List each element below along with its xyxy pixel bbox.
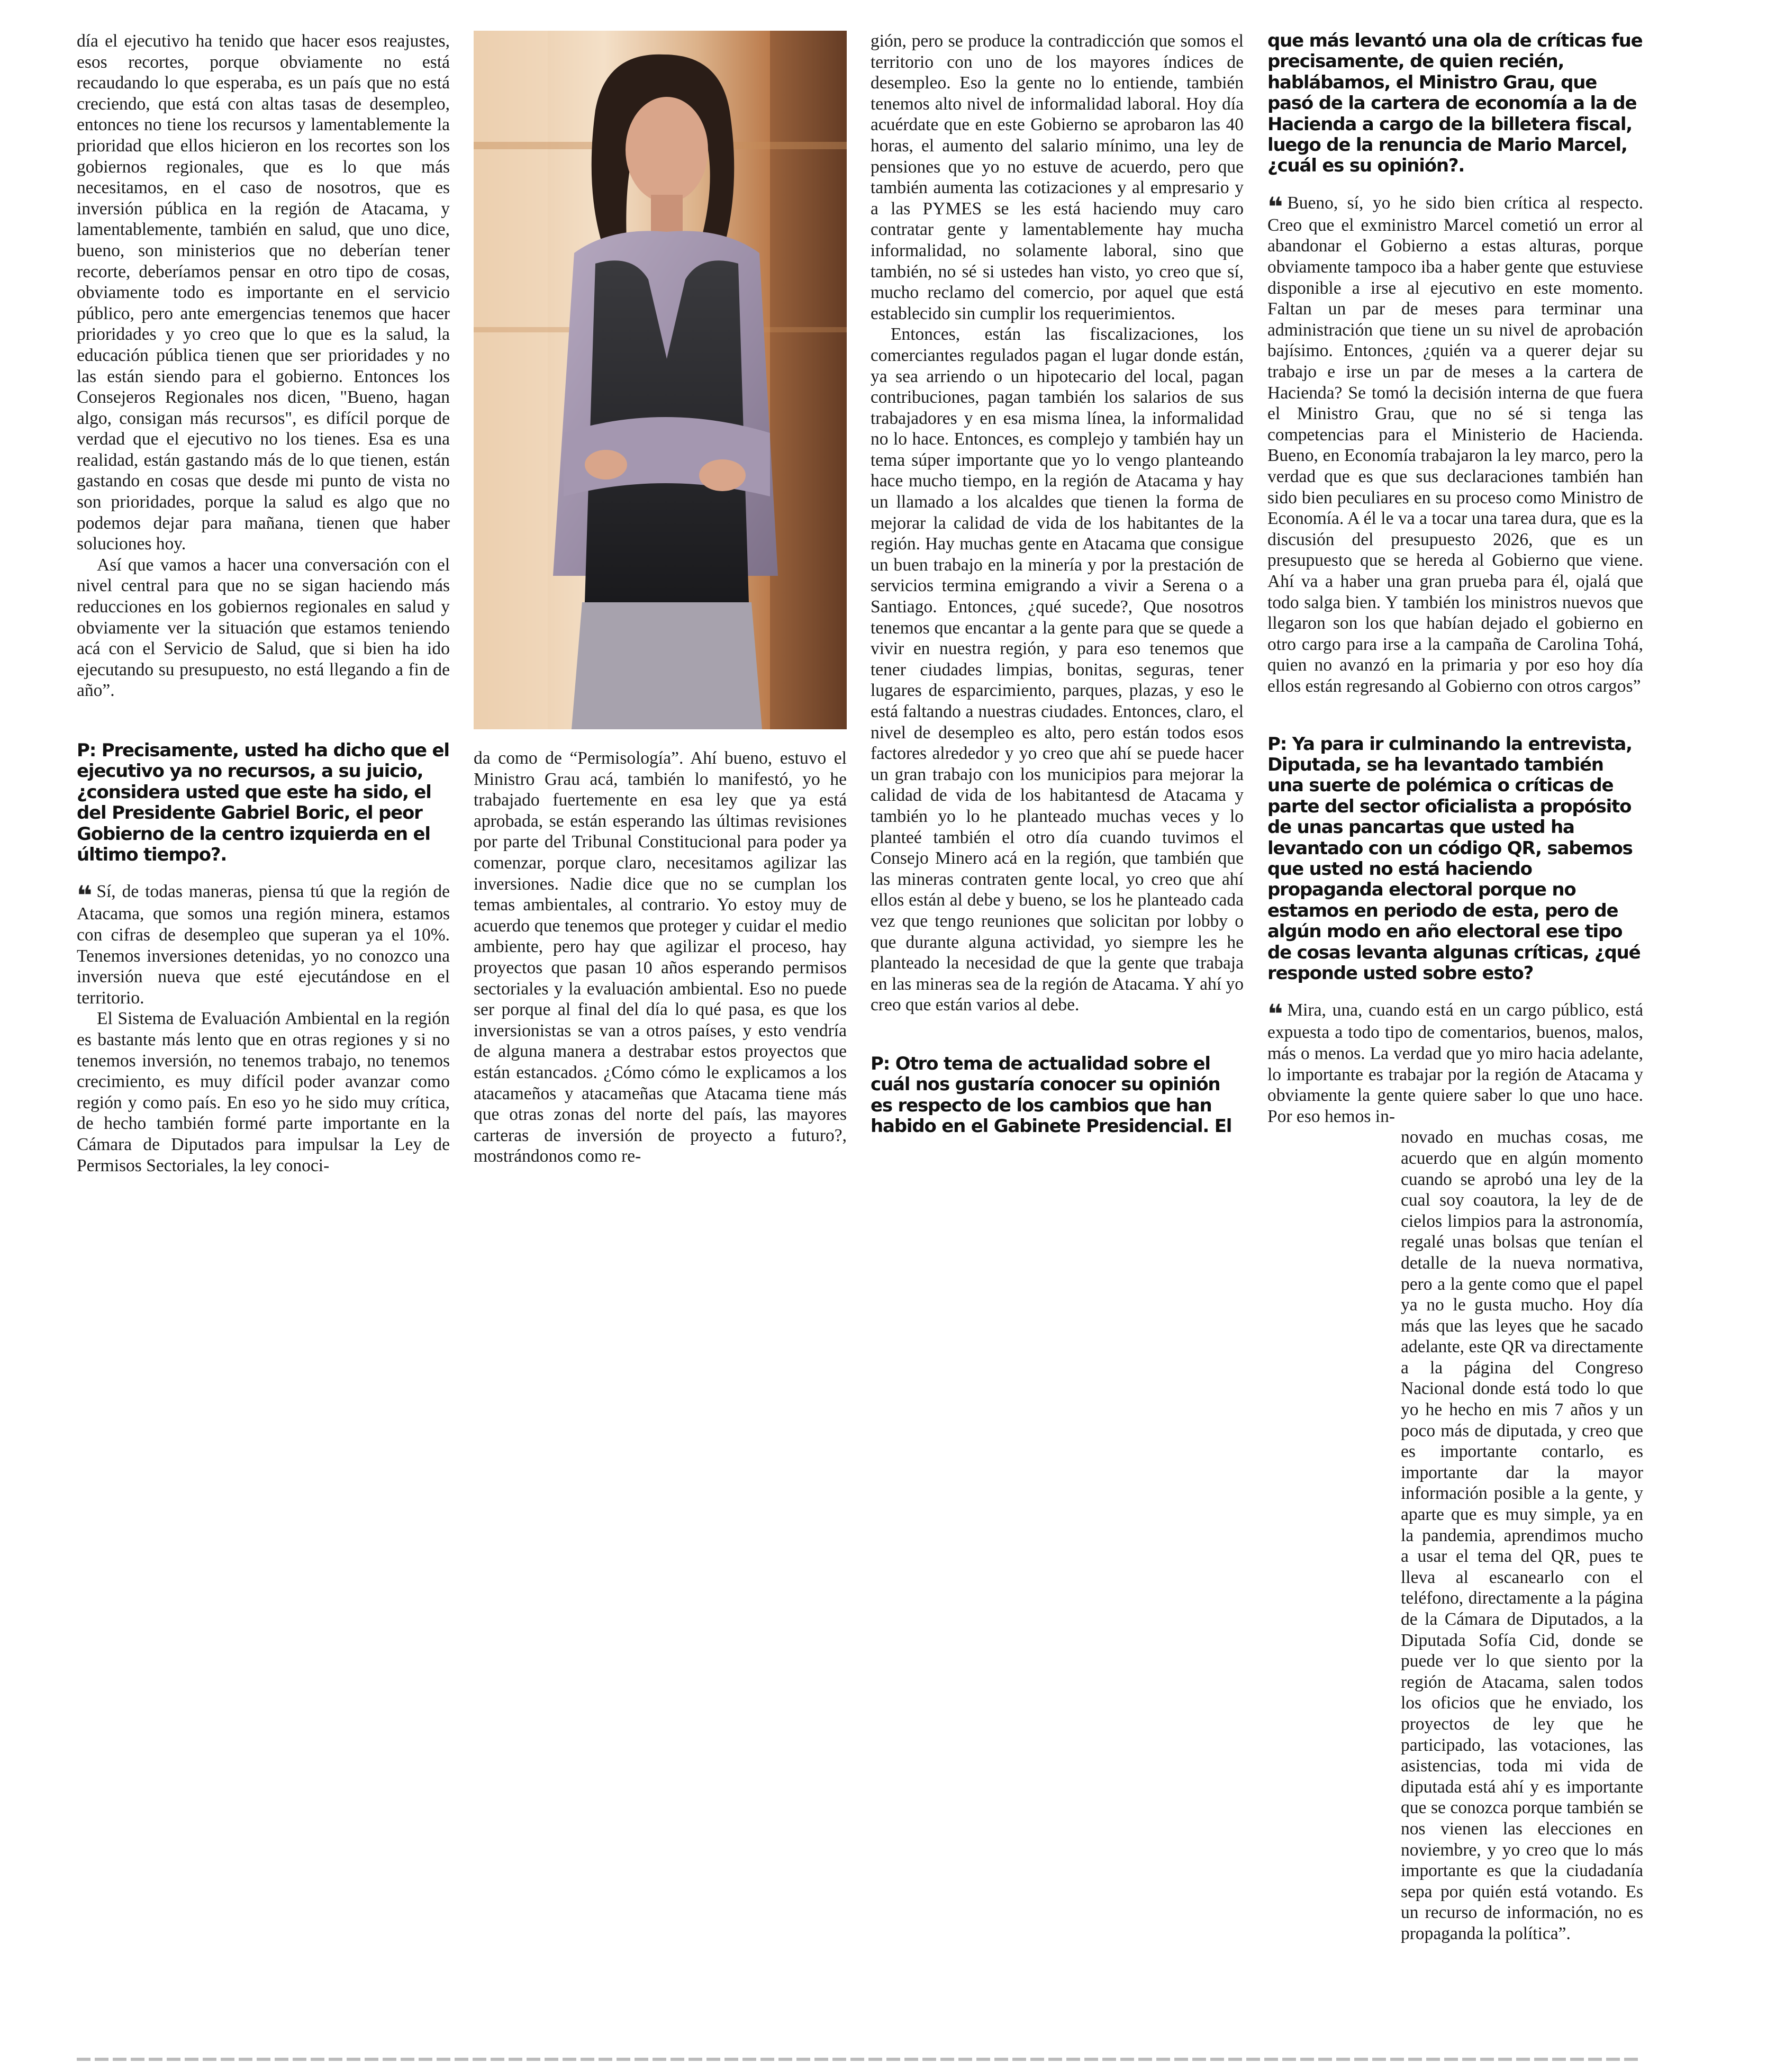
quote-mark-icon: ❝ [77, 880, 93, 911]
column-3 [871, 31, 1244, 1137]
quote-mark-icon: ❝ [1267, 999, 1283, 1030]
body-paragraph: día el ejecutivo ha tenido que hacer esos reajustes, esos recortes, porque obviamente no está recaudando lo que esperaba, es un país que no está creciendo, que está con altas tasas de desempleo, entonces no tiene los recursos y lamentablemente la prioridad que ellos hicieron en los recortes son los gobiernos regionales, que es lo que más necesitamos, en el caso de nosotros, que es inversión pública en la región de Atacama, y lamentablemente, también en salud, que uno dice, bueno, son ministerios que no deberían tener recorte, deberíamos pensar en otro tipo de cosas, obviamente todo es importante en el servicio público, pero ante emergencias tenemos que hacer prioridades y yo creo que lo que es la salud, la educación pública tienen que ser prioridades y no las están siendo para el gobierno. Entonces los Consejeros Regionales nos dicen, "Bueno, hagan algo, consigan más recursos", es difícil porque de verdad que el ejecutivo no los tienes. Esa es una realidad, están gastando más de lo que tienen, están gastando en cosas que desde mi punto de vista no son prioridades, porque la salud es algo que no podemos dejar para mañana, tienen que haber soluciones hoy. [77, 31, 450, 554]
answer-text: Mira, una, cuando está en un cargo público, está expuesta a todo tipo de comentarios, buenos, malos, más o menos. La verdad que yo miro hacia adelante, lo importante es trabajar por la región de Atacama y obviamente la gente quiere saber lo que uno hace. Por eso hemos in- [1267, 1000, 1643, 1126]
column-4 [1267, 31, 1643, 1944]
interview-question: P: Precisamente, usted ha dicho que el ejecutivo ya no recursos, a su juicio, ¿considera usted que este ha sido, el del Presidente Gabriel Boric, el peor Gobierno de la centro izquierda en el último tiempo?. [77, 740, 449, 866]
interview-question: P: Otro tema de actualidad sobre el cuál nos gustaría conocer su opinión es respecto de los cambios que han habido en el Gabinete Presidencial. El [871, 1053, 1232, 1137]
answer-paragraph [77, 881, 450, 1008]
answer-paragraph [1267, 1000, 1643, 1127]
column-1 [77, 31, 450, 1176]
body-paragraph: gión, pero se produce la contradicción que somos el territorio con uno de los mayores índices de desempleo. Eso la gente no lo entiende, también tenemos alto nivel de informalidad laboral. Hoy día acuérdate que en este Gobierno se aprobaron las 40 horas, el aumento del salario mínimo, una ley de pensiones que yo no estuve de acuerdo, pero que también aumenta las cotizaciones y al empresario y a las PYMES se les está haciendo muy caro contratar gente y lamentablemente hay mucha informalidad, no solamente laboral, sino que también, no sé si ustedes han visto, yo creo que sí, mucho reclamo del comercio, por aquel que está establecido sin cumplir los requerimientos. [871, 31, 1244, 323]
portrait-image [474, 31, 847, 729]
answer-text: Sí, de todas maneras, piensa tú que la región de Atacama, que somos una región minera, estamos con cifras de desempleo que superan ya el 10%. Tenemos inversiones detenidas, yo no conozco una inversión nueva que esté ejecutándose en el territorio. [77, 882, 450, 1008]
column-2 [474, 748, 847, 1167]
body-paragraph: El Sistema de Evaluación Ambiental en la región es bastante más lento que en otras regiones y si no tenemos inversión, no tenemos trabajo, no tenemos crecimiento, es muy difícil poder avanzar como región y como país. En eso yo he sido muy crítica, de hecho también formé parte importante en la Cámara de Diputados para impulsar la Ley de Permisos Sectoriales, la ley conoci- [77, 1009, 450, 1175]
interview-question: P: Ya para ir culminando la entrevista, Diputada, se ha levantado también una suerte de polémica o críticas de parte del sector oficialista a propósito de unas pancartas que usted ha levantado con un código QR, sabemos que usted no está haciendo propaganda electoral porque no estamos en periodo de esta, pero de algún modo en año electoral ese tipo de cosas levanta algunas críticas, ¿qué responde usted sobre esto? [1267, 733, 1641, 984]
answer-text: Bueno, sí, yo he sido bien crítica al respecto. Creo que el exministro Marcel cometió un error al abandonar el Gobierno a estas alturas, porque obviamente tampoco iba a haber gente que estuviese disponible a irse al ejecutivo en este momento. Faltan un par de meses para terminar una administración que tiene un su nivel de aprobación bajísimo. Entonces, ¿quién va a querer dejar su trabajo e irse un par de meses a la cartera de Hacienda? Se tomó la decisión interna de que fuera el Ministro Grau, que no sé si tenga las competencias para el Ministerio de Hacienda. Bueno, en Economía trabajaron la ley marco, pero la verdad que es que sus declaraciones también han sido bien peculiares en su proceso como Ministro de Economía. A él le va a tocar una tarea dura, que es la discusión del presupuesto 2026, que es un presupuesto que se hereda al Gobierno que viene. Ahí va a haber una gran prueba para él, ojalá que todo salga bien. Y también los ministros nuevos que llegaron son los que habían dejado el gobierno en otro cargo para irse a la campaña de Carolina Tohá, quien no avanzó en la primaria y por eso hoy día ellos están regresando al Gobierno con otros cargos” [1267, 193, 1643, 696]
answer-continuation: novado en muchas cosas, me acuerdo que en algún momento cuando se aprobó una ley de la cual soy coautora, la ley de de cielos limpios para la astronomía, regalé unas bolsas que tenían el detalle de la nueva normativa, pero a la gente como que el papel ya no le gusta mucho. Hoy día más que las leyes que he sacado adelante, este QR va directamente a la página del Congreso Nacional donde está todo lo que yo he hecho en mis 7 años y un poco más de diputada, y creo que es importante contarlo, es importante dar la mayor información posible a la gente, y aparte que es muy simple, ya en la pandemia, aprendimos mucho a usar el tema del QR, pues te lleva al escanearlo con el teléfono, directamente a la página de la Cámara de Diputados, a la Diputada Sofía Cid, donde se puede ver lo que siento por la región de Atacama, salen todos los oficios que he enviado, los proyectos de ley que he participado, las votaciones, las asistencias, toda mi vida de diputada está ahí y es importante que se conozca porque también se nos vienen las elecciones en noviembre, y yo creo que lo más importante es que la ciudadanía sepa por quién está votando. Es un recurso de información, no es propaganda la política”. [1401, 1127, 1643, 1943]
footer-rule [77, 2058, 1638, 2061]
body-paragraph: da como de “Permisología”. Ahí bueno, estuvo el Ministro Grau acá, también lo manifestó, yo he trabajado fuertemente en esa ley que ya está aprobada, se están esperando las últimas revisiones por parte del Tribunal Constitucional para poder ya comenzar, porque claro, necesitamos agilizar las inversiones. Nadie dice que no se cumplan los temas ambientales, al contrario. Yo estoy muy de acuerdo que tenemos que proteger y cuidar el medio ambiente, pero hay que agilizar el proceso, hay proyectos que pasan 10 años esperando permisos sectoriales y la evaluación ambiental. Eso no puede ser porque al final del día lo qué pasa, es que los inversionistas se van a otros países, y esto vendría de alguna manera a destrabar estos proyectos que están estancados. ¿Cómo cómo le explicamos a los atacameños y atacameñas que Atacama tiene más que otras zonas del norte del país, las mayores carteras de inversión de proyecto a futuro?, mostrándonos como re- [474, 748, 847, 1166]
portrait-photo [474, 31, 847, 729]
body-paragraph: Entonces, están las fiscalizaciones, los comerciantes regulados pagan el lugar donde están, ya sea arriendo o un hipotecario del local, pagan contribuciones, pagan también los salarios de sus trabajadores y en esa misma línea, la informalidad no lo hace. Entonces, es complejo y también hay un tema súper importante que yo lo vengo planteando hace mucho tiempo, en la región de Atacama y hay un llamado a los alcaldes que tienen la forma de mejorar la calidad de vida de los habitantes de la región. Hay muchas gente en Atacama que consigue un buen trabajo en la minería y por la prestación de servicios termina emigrando a vivir a Serena o a Santiago. Entonces, ¿qué sucede?, Que nosotros tenemos que encantar a la gente para que se quede a vivir en nuestra región, y para eso tenemos que tener ciudades limpias, bonitas, seguras, tener lugares de esparcimiento, parques, plazas, y eso le está faltando a nuestras ciudades. Entonces, claro, el nivel de desempleo es alto, pero están todos esos factores alrededor y yo creo que ahí se puede hacer un gran trabajo con los municipios para mejorar la calidad de vida de los habitantesd de Atacama y también yo lo he planteado muchas veces y lo planteé también el otro día cuando tuvimos el Consejo Minero acá en la región, que también que las mineras contraten gente local, yo creo que ahí ellos están al debe y bueno, se los he planteado cada vez que tengo reuniones que solicitan por lobby o que durante alguna actividad, yo siempre les he planteado la necesidad de que la gente que trabaja en las mineras sea de la región de Atacama. Y ahí yo creo que están varios al debe. [871, 324, 1244, 1015]
answer-paragraph [1267, 193, 1643, 697]
interview-question: que más levantó una ola de críticas fue precisamente, de quien recién, hablábamos, el Ministro Grau, que pasó de la cartera de economía a la de Hacienda a cargo de la billetera fiscal, luego de la renuncia de Mario Marcel, ¿cuál es su opinión?. [1267, 30, 1643, 177]
quote-mark-icon: ❝ [1267, 191, 1283, 222]
body-paragraph: Así que vamos a hacer una conversación con el nivel central para que no se sigan haciendo más reducciones en los gobiernos regionales en salud y obviamente ver la situación que estamos teniendo acá con el Servicio de Salud, que si bien ha ido ejecutando su presupuesto, no está llegando a fin de año”. [77, 555, 450, 701]
